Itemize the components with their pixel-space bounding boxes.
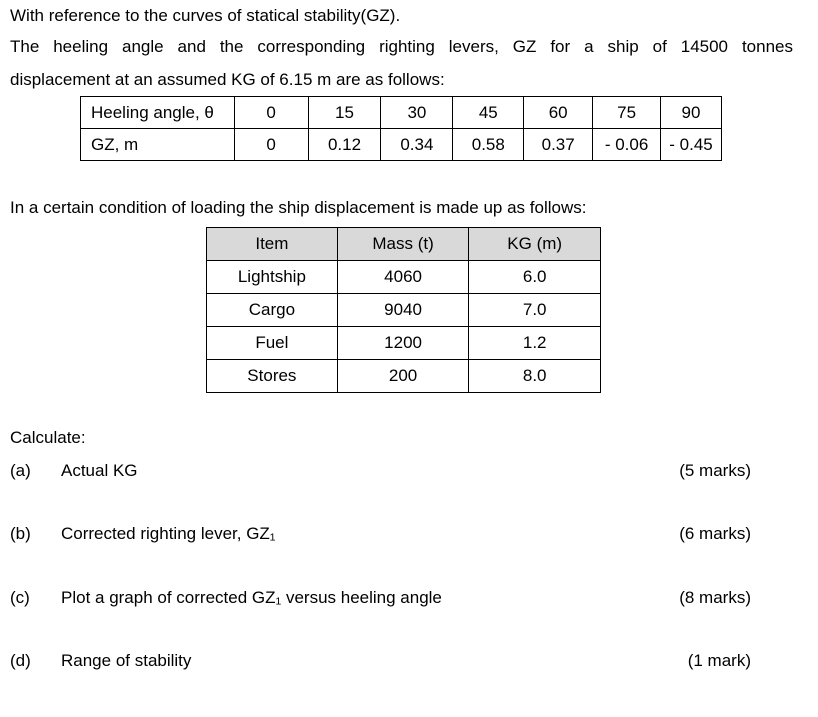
mass-cell: 1200 — [337, 327, 469, 360]
gz-cell: 0.12 — [308, 129, 381, 161]
gz-table-row-angle — [81, 97, 722, 129]
kg-cell: 7.0 — [469, 294, 601, 327]
gz-table — [80, 96, 722, 161]
loading-description: In a certain condition of loading the ship displacement is made up as follows: — [10, 198, 587, 217]
angle-cell: 90 — [661, 97, 722, 129]
mass-cell: 200 — [337, 360, 469, 393]
gz-cell: - 0.45 — [661, 129, 722, 161]
loading-table-header-row — [207, 228, 601, 261]
intro-line-1: With reference to the curves of statical stability(GZ). — [10, 6, 401, 25]
item-cell: Lightship — [207, 261, 338, 294]
intro-line-3: displacement at an assumed KG of 6.15 m are as follows: — [10, 70, 445, 89]
question-text: Corrected righting lever, GZ₁ — [61, 524, 276, 543]
table-row — [207, 261, 601, 294]
column-header-mass: Mass (t) — [337, 228, 469, 261]
angle-cell: 45 — [453, 97, 524, 129]
item-cell: Fuel — [207, 327, 338, 360]
kg-cell: 6.0 — [469, 261, 601, 294]
intro-line-2: The heeling angle and the corresponding righting levers, GZ for a ship of 14500 tonnes — [10, 37, 793, 56]
item-cell: Stores — [207, 360, 338, 393]
column-header-kg: KG (m) — [469, 228, 601, 261]
question-marks: (1 mark) — [687, 651, 751, 670]
gz-table-row-gz — [81, 129, 722, 161]
question-label: (b) — [10, 524, 31, 543]
question-label: (c) — [10, 588, 30, 607]
gz-cell: - 0.06 — [593, 129, 661, 161]
angle-cell: 0 — [234, 97, 308, 129]
angle-cell: 75 — [593, 97, 661, 129]
table-row — [207, 360, 601, 393]
question-marks: (8 marks) — [679, 588, 751, 607]
angle-cell: 30 — [381, 97, 453, 129]
angle-cell: 15 — [308, 97, 381, 129]
kg-cell: 8.0 — [469, 360, 601, 393]
question-marks: (6 marks) — [679, 524, 751, 543]
gz-cell: 0.58 — [453, 129, 524, 161]
question-marks: (5 marks) — [679, 461, 751, 480]
heeling-angle-header: Heeling angle, θ — [81, 97, 235, 129]
table-row — [207, 294, 601, 327]
kg-cell: 1.2 — [469, 327, 601, 360]
angle-cell: 60 — [524, 97, 593, 129]
mass-cell: 9040 — [337, 294, 469, 327]
question-label: (a) — [10, 461, 31, 480]
column-header-item: Item — [207, 228, 338, 261]
calculate-heading: Calculate: — [10, 428, 86, 447]
gz-header: GZ, m — [81, 129, 235, 161]
question-text: Range of stability — [61, 651, 192, 670]
question-text: Actual KG — [61, 461, 138, 480]
item-cell: Cargo — [207, 294, 338, 327]
gz-cell: 0.34 — [381, 129, 453, 161]
question-text: Plot a graph of corrected GZ₁ versus heeling angle — [61, 588, 442, 607]
question-label: (d) — [10, 651, 31, 670]
mass-cell: 4060 — [337, 261, 469, 294]
gz-cell: 0.37 — [524, 129, 593, 161]
table-row — [207, 327, 601, 360]
gz-cell: 0 — [234, 129, 308, 161]
loading-table — [206, 227, 601, 393]
